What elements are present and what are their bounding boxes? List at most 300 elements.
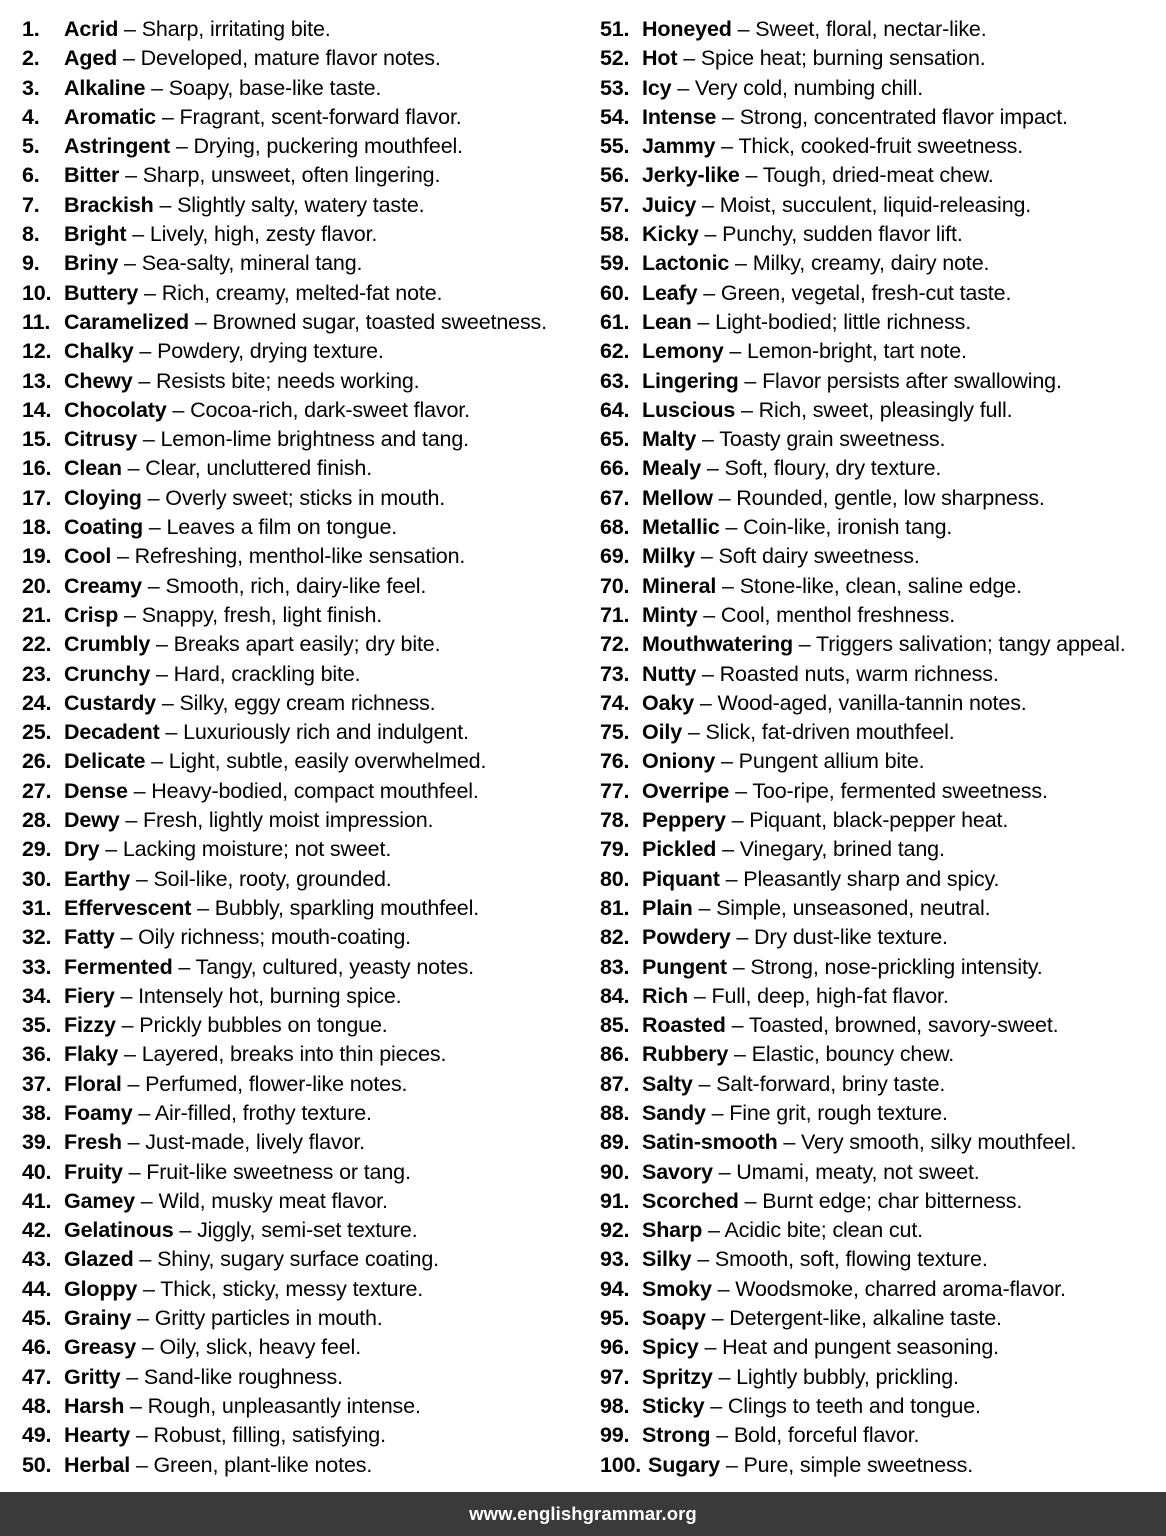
list-item-body	[64, 191, 424, 220]
list-item-body	[642, 572, 1022, 601]
list-item-term: Dense	[64, 778, 128, 803]
list-item-number: 15.	[22, 427, 52, 452]
list-item-separator: –	[117, 46, 141, 71]
list-item-separator: –	[671, 75, 695, 100]
list-item-term: Mealy	[642, 456, 702, 481]
list-item-body	[642, 425, 945, 454]
list-item-separator: –	[739, 163, 763, 188]
list-item-separator: –	[692, 895, 717, 920]
list-item	[600, 1216, 1154, 1245]
list-item-term: Creamy	[64, 573, 142, 598]
list-item-body	[642, 132, 1023, 161]
list-item	[22, 279, 573, 308]
list-item-definition: Stone-like, clean, saline edge.	[739, 573, 1022, 598]
list-item-separator: –	[720, 1452, 744, 1477]
list-item-number: 87.	[600, 1071, 630, 1096]
list-item	[22, 806, 573, 835]
list-item-definition: Very smooth, silky mouthfeel.	[801, 1130, 1077, 1155]
list-item-term: Piquant	[642, 866, 720, 891]
list-item-term: Crumbly	[64, 632, 151, 657]
list-item-term: Herbal	[64, 1452, 131, 1477]
list-item-term: Gamey	[64, 1188, 135, 1213]
list-item	[22, 1158, 573, 1187]
list-item	[22, 1363, 573, 1392]
list-item-definition: Wood-aged, vanilla-tannin notes.	[717, 690, 1027, 715]
list-item-separator: –	[792, 632, 817, 657]
list-item-definition: Sea-salty, mineral tang.	[141, 251, 363, 276]
list-item-number: 16.	[22, 456, 52, 481]
list-item-number: 11.	[22, 309, 51, 334]
list-item-term: Pungent	[642, 954, 727, 979]
list-item-separator: –	[691, 1247, 715, 1272]
list-item-number: 19.	[22, 544, 52, 569]
list-item-definition: Just-made, lively flavor.	[145, 1130, 365, 1155]
list-item-definition: Leaves a film on tongue.	[166, 515, 398, 540]
list-item-definition: Oily, slick, heavy feel.	[159, 1335, 362, 1360]
list-item-separator: –	[159, 720, 184, 745]
list-item-definition: Spice heat; burning sensation.	[700, 46, 986, 71]
list-item-definition: Triggers salivation; tangy appeal.	[816, 632, 1126, 657]
list-item-number: 93.	[600, 1247, 630, 1272]
list-item-body	[642, 44, 986, 73]
list-item-term: Clean	[64, 456, 122, 481]
list-item-number: 74.	[600, 690, 630, 715]
list-item-body	[642, 1245, 988, 1274]
list-item	[22, 44, 573, 73]
list-item-number: 80.	[600, 866, 630, 891]
list-item-body	[64, 1333, 361, 1362]
list-item-body	[642, 835, 945, 864]
list-item-number: 47.	[22, 1364, 52, 1389]
list-item-number: 86.	[600, 1042, 630, 1067]
list-item-term: Mellow	[642, 485, 713, 510]
list-item-number: 83.	[600, 954, 630, 979]
list-item-body	[64, 1304, 383, 1333]
list-item-body	[64, 1392, 421, 1421]
list-item-definition: Sharp, unsweet, often lingering.	[142, 163, 441, 188]
list-item-body	[642, 337, 967, 366]
list-item-body	[64, 132, 463, 161]
list-item-number: 43.	[22, 1247, 52, 1272]
list-item-body	[64, 601, 382, 630]
list-item-definition: Browned sugar, toasted sweetness.	[212, 309, 547, 334]
list-item-number: 69.	[600, 544, 630, 569]
list-item-body	[64, 308, 547, 337]
list-item-body	[64, 103, 462, 132]
list-item-separator: –	[710, 1423, 734, 1448]
list-item-body	[642, 865, 999, 894]
list-item-number: 45.	[22, 1306, 52, 1331]
list-item-separator: –	[118, 251, 142, 276]
list-item-definition: Slightly salty, watery taste.	[177, 192, 425, 217]
list-item-body	[64, 806, 433, 835]
list-item-definition: Toasty grain sweetness.	[719, 427, 946, 452]
list-item-body	[64, 161, 440, 190]
list-item-term: Spritzy	[642, 1364, 713, 1389]
list-item-separator: –	[145, 749, 169, 774]
list-item	[22, 1040, 573, 1069]
list-item-number: 28.	[22, 808, 52, 833]
list-item-separator: –	[170, 134, 194, 159]
list-item-term: Astringent	[64, 134, 171, 159]
list-item-separator: –	[729, 778, 753, 803]
list-item	[22, 718, 573, 747]
list-item	[22, 103, 573, 132]
list-item-term: Juicy	[642, 192, 697, 217]
list-item-body	[642, 1275, 1066, 1304]
list-item-separator: –	[111, 544, 135, 569]
list-item	[600, 542, 1154, 571]
list-item-separator: –	[726, 954, 751, 979]
list-item-body	[648, 1451, 973, 1480]
list-item-separator: –	[719, 515, 744, 540]
list-item-separator: –	[712, 1159, 737, 1184]
list-item	[600, 1099, 1154, 1128]
list-item-definition: Burnt edge; char bitterness.	[762, 1188, 1023, 1213]
list-item	[22, 249, 573, 278]
list-item-body	[64, 1187, 388, 1216]
list-item	[22, 601, 573, 630]
list-item-body	[642, 74, 923, 103]
list-item	[600, 249, 1154, 278]
list-item	[600, 777, 1154, 806]
list-item-separator: –	[141, 485, 166, 510]
list-item-definition: Heat and pungent seasoning.	[722, 1335, 999, 1360]
list-item-body	[642, 953, 1043, 982]
list-item-term: Gritty	[64, 1364, 121, 1389]
list-item-separator: –	[134, 1188, 159, 1213]
list-item-number: 26.	[22, 749, 52, 774]
list-item-separator: –	[114, 925, 139, 950]
list-item-number: 41.	[22, 1188, 52, 1213]
list-item-body	[64, 777, 479, 806]
list-item-body	[642, 308, 971, 337]
list-item-definition: Smooth, soft, flowing texture.	[714, 1247, 988, 1272]
list-item-term: Scorched	[642, 1188, 739, 1213]
list-item-definition: Lacking moisture; not sweet.	[122, 837, 392, 862]
list-item-definition: Thick, cooked-fruit sweetness.	[738, 134, 1024, 159]
word-list-left	[22, 15, 573, 1480]
list-item-term: Smoky	[642, 1276, 712, 1301]
list-item-definition: Resists bite; needs working.	[156, 368, 420, 393]
list-item-definition: Sand-like roughness.	[143, 1364, 343, 1389]
list-item-separator: –	[132, 1100, 155, 1125]
list-item	[600, 454, 1154, 483]
list-item-definition: Air-filled, frothy texture.	[154, 1100, 372, 1125]
list-item-definition: Intensely hot, burning spice.	[138, 983, 402, 1008]
list-item	[22, 308, 573, 337]
list-item-term: Fruity	[64, 1159, 123, 1184]
list-item-definition: Umami, meaty, not sweet.	[736, 1159, 980, 1184]
list-item	[600, 1363, 1154, 1392]
list-item-definition: Rough, unpleasantly intense.	[147, 1393, 421, 1418]
list-item	[600, 1392, 1154, 1421]
list-item-separator: –	[118, 1042, 142, 1067]
list-item	[600, 1011, 1154, 1040]
list-item-separator: –	[729, 251, 753, 276]
list-item	[600, 191, 1154, 220]
list-item-number: 77.	[600, 778, 630, 803]
list-item-definition: Too-ripe, fermented sweetness.	[752, 778, 1048, 803]
list-item-term: Coating	[64, 515, 143, 540]
list-item-number: 70.	[600, 573, 630, 598]
list-item	[22, 132, 573, 161]
list-item-term: Grainy	[64, 1306, 132, 1331]
list-item	[600, 484, 1154, 513]
list-item	[22, 191, 573, 220]
list-item-separator: –	[124, 1393, 148, 1418]
list-item-definition: Elastic, bouncy chew.	[751, 1042, 955, 1067]
list-item-definition: Woodsmoke, charred aroma-flavor.	[735, 1276, 1066, 1301]
list-item-definition: Fragrant, scent-forward flavor.	[179, 104, 462, 129]
list-item-number: 7.	[22, 192, 40, 217]
list-item-number: 17.	[22, 485, 52, 510]
list-item-definition: Drying, puckering mouthfeel.	[193, 134, 463, 159]
list-item-body	[642, 484, 1045, 513]
list-item-term: Minty	[642, 602, 698, 627]
list-item-body	[64, 1070, 407, 1099]
list-item-definition: Detergent-like, alkaline taste.	[729, 1306, 1002, 1331]
list-item-definition: Piquant, black-pepper heat.	[749, 808, 1009, 833]
list-item-body	[64, 484, 445, 513]
list-item-separator: –	[730, 925, 755, 950]
list-item-separator: –	[115, 1013, 140, 1038]
list-item-definition: Clings to teeth and tongue.	[727, 1393, 981, 1418]
list-item-definition: Simple, unseasoned, neutral.	[716, 895, 991, 920]
list-item-definition: Hard, crackling bite.	[173, 661, 361, 686]
list-item-body	[64, 923, 411, 952]
list-item	[600, 835, 1154, 864]
list-item-body	[64, 894, 479, 923]
list-item-separator: –	[711, 1276, 736, 1301]
list-item-term: Fizzy	[64, 1013, 116, 1038]
list-item-definition: Cocoa-rich, dark-sweet flavor.	[190, 397, 470, 422]
list-item-body	[64, 542, 465, 571]
list-item	[600, 1187, 1154, 1216]
list-item-separator: –	[127, 778, 152, 803]
list-item-separator: –	[738, 1188, 763, 1213]
list-item-number: 13.	[22, 368, 52, 393]
list-item-number: 12.	[22, 339, 52, 364]
list-item-term: Effervescent	[64, 895, 192, 920]
list-item	[600, 425, 1154, 454]
list-item-body	[642, 1158, 980, 1187]
list-item-definition: Sweet, floral, nectar-like.	[755, 17, 987, 41]
list-item-definition: Refreshing, menthol-like sensation.	[134, 544, 466, 569]
list-item	[22, 161, 573, 190]
list-item-term: Dry	[64, 837, 100, 862]
list-item-body	[64, 982, 401, 1011]
list-item-body	[64, 15, 331, 44]
list-item-term: Dewy	[64, 808, 120, 833]
list-item-definition: Fresh, lightly moist impression.	[143, 808, 434, 833]
list-item-number: 67.	[600, 485, 630, 510]
list-item-separator: –	[716, 837, 740, 862]
list-item-number: 61.	[600, 309, 630, 334]
list-item-number: 22.	[22, 632, 52, 657]
list-item-definition: Lemon-lime brightness and tang.	[160, 427, 469, 452]
list-item-body	[64, 1451, 372, 1480]
list-item	[22, 1099, 573, 1128]
list-item-body	[642, 1099, 948, 1128]
list-item-definition: Strong, concentrated flavor impact.	[739, 104, 1068, 129]
list-item-definition: Very cold, numbing chill.	[694, 75, 924, 100]
list-item-term: Chocolaty	[64, 397, 167, 422]
list-item-number: 30.	[22, 866, 52, 891]
list-item-body	[64, 630, 440, 659]
list-item-separator: –	[153, 192, 178, 217]
list-item-separator: –	[725, 808, 750, 833]
list-item-number: 92.	[600, 1218, 630, 1243]
list-item-number: 63.	[600, 368, 630, 393]
list-item-definition: Flavor persists after swallowing.	[762, 368, 1062, 393]
list-item-separator: –	[118, 602, 142, 627]
list-item-body	[64, 279, 442, 308]
list-item-definition: Full, deep, high-fat flavor.	[711, 983, 949, 1008]
list-item-definition: Bold, forceful flavor.	[733, 1423, 920, 1448]
list-item	[600, 1245, 1154, 1274]
list-item-number: 100.	[600, 1452, 642, 1477]
list-item-number: 18.	[22, 515, 52, 540]
list-item-definition: Pungent allium bite.	[738, 749, 925, 774]
list-item-body	[64, 44, 441, 73]
list-item	[600, 161, 1154, 190]
list-item-body	[64, 953, 474, 982]
list-item	[22, 1128, 573, 1157]
list-item-separator: –	[126, 222, 150, 247]
list-item-body	[642, 1216, 923, 1245]
list-item-term: Salty	[642, 1071, 693, 1096]
list-item-definition: Soil-like, rooty, grounded.	[153, 866, 392, 891]
list-item-separator: –	[704, 1393, 728, 1418]
list-item-separator: –	[121, 456, 146, 481]
list-item-number: 42.	[22, 1218, 52, 1243]
list-item-term: Milky	[642, 544, 696, 569]
list-item	[600, 747, 1154, 776]
list-item-definition: Acidic bite; clean cut.	[724, 1218, 923, 1243]
list-item-number: 56.	[600, 163, 630, 188]
list-item-term: Mineral	[642, 573, 717, 598]
list-item-term: Crisp	[64, 602, 119, 627]
list-item-separator: –	[696, 427, 720, 452]
list-item	[22, 1070, 573, 1099]
list-item	[600, 308, 1154, 337]
list-item-term: Leafy	[642, 280, 698, 305]
list-item-number: 65.	[600, 427, 630, 452]
list-item-number: 75.	[600, 720, 630, 745]
list-item-definition: Heavy-bodied, compact mouthfeel.	[151, 778, 479, 803]
list-item-term: Lean	[642, 309, 692, 334]
list-item-term: Lingering	[642, 368, 739, 393]
list-item-separator: –	[698, 1335, 723, 1360]
list-item-body	[64, 1099, 372, 1128]
list-item-term: Icy	[642, 75, 672, 100]
list-item-body	[642, 1128, 1076, 1157]
list-item-separator: –	[728, 1042, 752, 1067]
list-item-definition: Strong, nose-prickling intensity.	[750, 954, 1043, 979]
list-item	[600, 660, 1154, 689]
list-item-number: 9.	[22, 251, 40, 276]
list-item	[22, 835, 573, 864]
list-item-number: 90.	[600, 1159, 630, 1184]
list-item-separator: –	[682, 720, 706, 745]
list-item-number: 34.	[22, 983, 52, 1008]
list-item-separator: –	[138, 280, 162, 305]
list-item-definition: Fruit-like sweetness or tang.	[146, 1159, 411, 1184]
list-item-number: 54.	[600, 104, 630, 129]
list-item-term: Sugary	[648, 1452, 720, 1477]
list-item-term: Lemony	[642, 339, 724, 364]
list-item-separator: –	[705, 1306, 730, 1331]
list-item	[600, 367, 1154, 396]
list-item-term: Overripe	[642, 778, 730, 803]
list-item	[22, 542, 573, 571]
list-item-body	[64, 1245, 439, 1274]
list-item-separator: –	[156, 104, 180, 129]
list-item-term: Mouthwatering	[642, 632, 793, 657]
list-item	[600, 718, 1154, 747]
list-item-separator: –	[738, 368, 763, 393]
list-item-number: 98.	[600, 1393, 630, 1418]
list-item-term: Savory	[642, 1159, 713, 1184]
list-item-separator: –	[172, 954, 196, 979]
list-item-separator: –	[119, 163, 143, 188]
list-item-separator: –	[735, 397, 759, 422]
list-item-number: 55.	[600, 134, 630, 159]
list-item-number: 68.	[600, 515, 630, 540]
list-item-number: 51.	[600, 17, 630, 41]
list-item-term: Hot	[642, 46, 678, 71]
list-item-term: Nutty	[642, 661, 697, 686]
list-item-definition: Perfumed, flower-like notes.	[145, 1071, 408, 1096]
list-item-separator: –	[166, 397, 191, 422]
list-item	[600, 1040, 1154, 1069]
list-item-body	[642, 689, 1027, 718]
list-item	[22, 1451, 573, 1480]
list-item-term: Jammy	[642, 134, 716, 159]
list-item-body	[642, 718, 955, 747]
list-item-term: Peppery	[642, 808, 726, 833]
list-item-term: Sharp	[642, 1218, 703, 1243]
list-item-body	[64, 425, 469, 454]
list-item	[600, 865, 1154, 894]
list-item-body	[64, 1040, 446, 1069]
list-item-number: 46.	[22, 1335, 52, 1360]
list-item-body	[642, 660, 999, 689]
list-item	[22, 982, 573, 1011]
list-item-definition: Rounded, gentle, low sharpness.	[736, 485, 1045, 510]
list-item-body	[642, 1070, 945, 1099]
list-item-term: Fatty	[64, 925, 115, 950]
list-item	[600, 1333, 1154, 1362]
list-item-separator: –	[150, 632, 174, 657]
list-item-separator: –	[142, 515, 167, 540]
list-item-definition: Light-bodied; little richness.	[715, 309, 972, 334]
list-item-separator: –	[131, 1306, 155, 1331]
list-item-separator: –	[716, 104, 740, 129]
list-item	[600, 220, 1154, 249]
list-item	[22, 1421, 573, 1450]
list-item-definition: Soft, floury, dry texture.	[724, 456, 942, 481]
list-item-separator: –	[723, 339, 747, 364]
list-item	[600, 1421, 1154, 1450]
list-item	[600, 894, 1154, 923]
list-item-body	[64, 1128, 365, 1157]
list-item-number: 38.	[22, 1100, 52, 1125]
list-item	[600, 923, 1154, 952]
list-item-separator: –	[716, 573, 740, 598]
list-item-definition: Wild, musky meat flavor.	[158, 1188, 388, 1213]
